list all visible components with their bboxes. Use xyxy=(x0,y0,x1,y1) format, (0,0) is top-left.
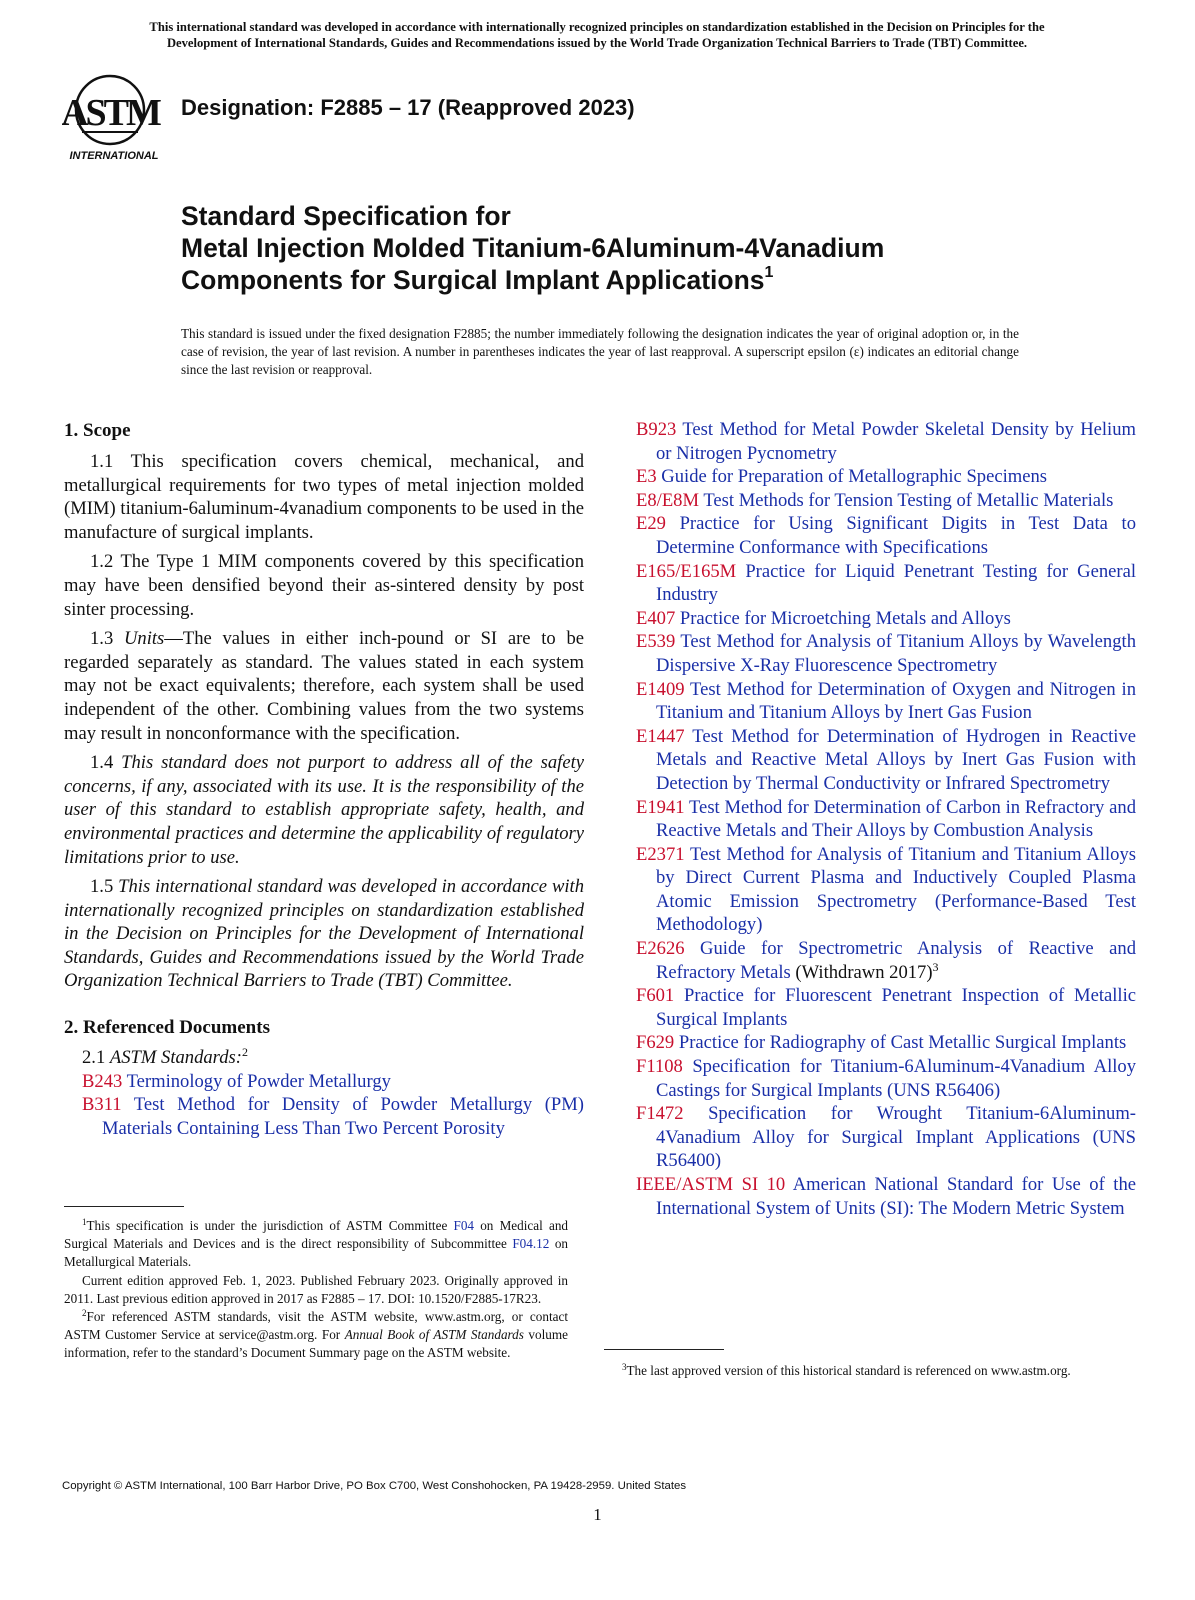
reference-code-link[interactable]: E539 xyxy=(636,631,676,653)
footnote-2 xyxy=(64,1308,568,1363)
title-line3: Components for Surgical Implant Applications xyxy=(181,265,765,295)
reference-item xyxy=(636,843,1136,937)
reference-code-link[interactable]: IEEE/ASTM SI 10 xyxy=(636,1174,786,1195)
reference-item xyxy=(82,1070,584,1094)
tbt-notice-line1: This international standard was developed in accordance with internationally recognized principles on standardization established in the Decision on Principles for the xyxy=(149,20,1045,34)
reference-title-link[interactable]: Specification for Wrought Titanium-6Aluminum-4Vanadium Alloy for Surgical Implant Applications (UNS R56400) xyxy=(656,1103,1136,1172)
subcommittee-f04-12-link[interactable]: F04.12 xyxy=(512,1236,550,1252)
footnote-mark-2[interactable]: 2 xyxy=(241,1045,248,1060)
reference-item xyxy=(636,465,1136,489)
reference-code-link[interactable]: E2371 xyxy=(636,843,685,865)
reference-title-link[interactable]: Specification for Titanium-6Aluminum-4Vanadium Alloy Castings for Surgical Implants (UNS R56406) xyxy=(656,1056,1136,1101)
reference-code-link[interactable]: E165/E165M xyxy=(636,560,737,582)
reference-list-left xyxy=(64,1070,584,1141)
reference-item xyxy=(636,1173,1136,1220)
reference-code-link[interactable]: E1941 xyxy=(636,796,685,818)
footnote-3 xyxy=(604,1362,1110,1380)
safety-text: This standard does not purport to address all of the safety concerns, if any, associated with its use. It is the responsibility of the user of this standard to establish appropriate safety, health, and environmental practices and determine the applicability of regulatory limitations prior to use. xyxy=(64,752,584,868)
reference-item xyxy=(636,678,1136,725)
reference-code-link[interactable]: E8/E8M xyxy=(636,489,700,511)
issuance-statement: This standard is issued under the fixed designation F2885; the number immediately following the designation indicates the year of original adoption or, in the case of revision, the year of last revision. A number in parentheses indicates the year of last reapproval. A superscript epsilon (ε) indicates an editorial change since the last revision or reapproval. xyxy=(181,326,1019,377)
reference-title-link[interactable]: Guide for Spectrometric Analysis of Reactive and Refractory Metals xyxy=(656,938,1136,983)
paragraph-1-4 xyxy=(64,751,584,869)
section-heading-referenced-documents: 2. Referenced Documents xyxy=(64,1017,270,1039)
footnotes-left xyxy=(64,1217,568,1363)
reference-item xyxy=(636,1031,1136,1055)
annual-book-title: Annual Book of ASTM Standards xyxy=(344,1327,524,1343)
footnote-3-mark: 3 xyxy=(622,1362,627,1372)
paragraph-2-1 xyxy=(64,1046,584,1070)
reference-item xyxy=(636,937,1136,984)
units-text: —The values in either inch-pound or SI are to be regarded separately as standard. The values stated in each system may not be exact equivalents; therefore, each system shall be used independent of the other. Combining values from the two systems may result in nonconformance with the specification. xyxy=(64,628,584,744)
page-number: 1 xyxy=(593,1505,602,1524)
reference-title-link[interactable]: Test Method for Determination of Oxygen and Nitrogen in Titanium and Titanium Alloys by Inert Gas Fusion xyxy=(656,678,1136,724)
footnote-rule-left xyxy=(64,1206,184,1207)
reference-code-link[interactable]: E2626 xyxy=(636,938,685,960)
paragraph-1-5 xyxy=(64,875,584,993)
footnote-3-text: The last approved version of this historical standard is referenced on www.astm.org. xyxy=(626,1363,1071,1378)
footnote-rule-right xyxy=(604,1349,724,1350)
footnote-2-text-b: volume information, refer to the standard’s Document Summary page on the ASTM website. xyxy=(64,1327,568,1361)
footnote-1-edition: Current edition approved Feb. 1, 2023. Published February 2023. Originally approved in 2011. Last previous edition approved in 2017 as F2885 – 17. DOI: 10.1520/F2885-17R23. xyxy=(64,1272,568,1306)
tbt-notice xyxy=(62,20,1132,51)
copyright-notice: Copyright © ASTM International, 100 Barr Harbor Drive, PO Box C700, West Conshohocken, PA 19428-2959. United States xyxy=(62,1480,687,1492)
footnote-1-mark: 1 xyxy=(82,1217,87,1227)
footnote-2-mark: 2 xyxy=(82,1308,87,1319)
reference-code-link[interactable]: B311 xyxy=(82,1094,122,1116)
reference-title-link[interactable]: Practice for Radiography of Cast Metallic Surgical Implants xyxy=(674,1032,1127,1054)
logo-wordmark: ASTM xyxy=(62,92,159,134)
reference-item xyxy=(636,489,1136,513)
reference-title-link[interactable]: Test Method for Analysis of Titanium Alloys by Wavelength Dispersive X-Ray Fluorescence Spectrometry xyxy=(656,631,1136,676)
reference-code-link[interactable]: F629 xyxy=(636,1032,675,1054)
footnote-1-text-c: on Metallurgical Materials. xyxy=(64,1236,569,1270)
paragraph-1-3 xyxy=(64,627,584,745)
paragraph-number: 1.5 xyxy=(90,876,119,898)
reference-title-link[interactable]: Test Method for Metal Powder Skeletal Density by Helium or Nitrogen Pycnometry xyxy=(656,419,1136,464)
reference-code-link[interactable]: F1108 xyxy=(636,1056,683,1078)
reference-code-link[interactable]: E407 xyxy=(636,607,676,629)
reference-code-link[interactable]: F1472 xyxy=(636,1103,684,1125)
footnotes-right xyxy=(604,1362,1110,1380)
paragraph-number: 1.3 xyxy=(90,628,124,650)
reference-title-link[interactable]: American National Standard for Use of the International System of Units (SI): The Modern Metric System xyxy=(656,1174,1136,1219)
reference-code-link[interactable]: B243 xyxy=(82,1070,123,1092)
reference-item xyxy=(82,1093,584,1140)
footnote-1-text-b: on Medical and Surgical Materials and Devices and is the direct responsibility of Subcommittee xyxy=(64,1218,569,1252)
reference-title-link[interactable]: Test Method for Analysis of Titanium and Titanium Alloys by Direct Current Plasma and Inductively Coupled Plasma Atomic Emission Spectrometry (Performance-Based Test Methodology) xyxy=(656,843,1136,936)
reference-code-link[interactable]: E1447 xyxy=(636,725,685,747)
astm-logo xyxy=(62,72,170,164)
reference-title-link[interactable]: Test Method for Determination of Carbon in Refractory and Reactive Metals and Their Alloys by Combustion Analysis xyxy=(656,796,1136,842)
title-footnote-mark[interactable]: 1 xyxy=(764,264,774,281)
footnote-2-text-a: For referenced ASTM standards, visit the ASTM website, www.astm.org, or contact ASTM Customer Service at service@astm.org. For xyxy=(64,1309,568,1343)
tbt-text: This international standard was developed in accordance with internationally recognized principles on standardization established in the Decision on Principles for the Development of International Standards, Guides and Recommendations issued by the World Trade Organization Technical Barriers to Trade (TBT) Committee. xyxy=(64,876,585,992)
reference-title-link[interactable]: Test Method for Determination of Hydrogen in Reactive Metals and Reactive Metal Alloys by Inert Gas Fusion with Detection by Thermal Conductivity or Infrared Spectrometry xyxy=(656,725,1136,794)
reference-status: (Withdrawn 2017) xyxy=(790,961,933,983)
reference-item xyxy=(636,560,1136,607)
reference-footnote-mark[interactable]: 3 xyxy=(932,959,939,974)
reference-code-link[interactable]: E29 xyxy=(636,513,666,535)
reference-title-link[interactable]: Test Methods for Tension Testing of Metallic Materials xyxy=(699,489,1114,511)
reference-list-right xyxy=(636,418,1136,1220)
reference-title-link[interactable]: Practice for Liquid Penetrant Testing for General Industry xyxy=(656,560,1136,606)
committee-f04-link[interactable]: F04 xyxy=(453,1218,475,1233)
reference-item xyxy=(636,630,1136,677)
tbt-notice-line2: Development of International Standards, Guides and Recommendations issued by the World Trade Organization Technical Barriers to Trade (TBT) Committee. xyxy=(166,35,1028,50)
reference-item xyxy=(636,796,1136,843)
reference-title-link[interactable]: Practice for Microetching Metals and Alloys xyxy=(675,607,1011,629)
paragraph-1-1: 1.1 This specification covers chemical, mechanical, and metallurgical requirements for two types of metal injection molded (MIM) titanium-6aluminum-4vanadium components to be used in the manufacture of surgical implants. xyxy=(64,451,584,543)
reference-item xyxy=(636,512,1136,559)
reference-title-link[interactable]: Practice for Fluorescent Penetrant Inspection of Metallic Surgical Implants xyxy=(656,985,1136,1030)
reference-title-link[interactable]: Terminology of Powder Metallurgy xyxy=(122,1070,391,1092)
reference-item xyxy=(636,607,1136,631)
reference-item xyxy=(636,1055,1136,1102)
footnote-1 xyxy=(64,1217,568,1272)
paragraph-1-2: 1.2 The Type 1 MIM components covered by this specification may have been densified beyond their as-sintered density by post sinter processing. xyxy=(64,551,584,620)
reference-item xyxy=(636,984,1136,1031)
reference-title-link[interactable]: Test Method for Density of Powder Metallurgy (PM) Materials Containing Less Than Two Percent Porosity xyxy=(102,1094,584,1139)
reference-code-link[interactable]: E3 xyxy=(636,466,657,488)
reference-title-link[interactable]: Guide for Preparation of Metallographic Specimens xyxy=(656,466,1048,488)
reference-item xyxy=(636,1102,1136,1173)
left-column xyxy=(64,418,584,1140)
designation: Designation: F2885 – 17 (Reapproved 2023) xyxy=(181,95,635,120)
document-title xyxy=(181,200,1081,296)
reference-title-link[interactable]: Practice for Using Significant Digits in Test Data to Determine Conformance with Specifications xyxy=(656,513,1136,558)
right-column xyxy=(636,418,1136,1220)
section-heading-scope: 1. Scope xyxy=(64,420,131,441)
reference-code-link[interactable]: F601 xyxy=(636,985,675,1007)
reference-code-link[interactable]: B923 xyxy=(636,419,677,440)
reference-item xyxy=(636,418,1136,465)
paragraph-number: 1.4 xyxy=(90,752,122,774)
footnote-1-text-a: This specification is under the jurisdiction of ASTM Committee xyxy=(86,1218,454,1233)
units-label: Units xyxy=(123,628,165,650)
reference-code-link[interactable]: E1409 xyxy=(636,678,685,700)
logo-subtext: INTERNATIONAL xyxy=(69,150,159,162)
title-line2: Metal Injection Molded Titanium-6Aluminum-4Vanadium xyxy=(181,233,885,263)
paragraph-number: 2.1 xyxy=(82,1047,110,1069)
title-line1: Standard Specification for xyxy=(181,201,511,231)
reference-item xyxy=(636,725,1136,796)
astm-standards-label: ASTM Standards: xyxy=(109,1047,242,1069)
